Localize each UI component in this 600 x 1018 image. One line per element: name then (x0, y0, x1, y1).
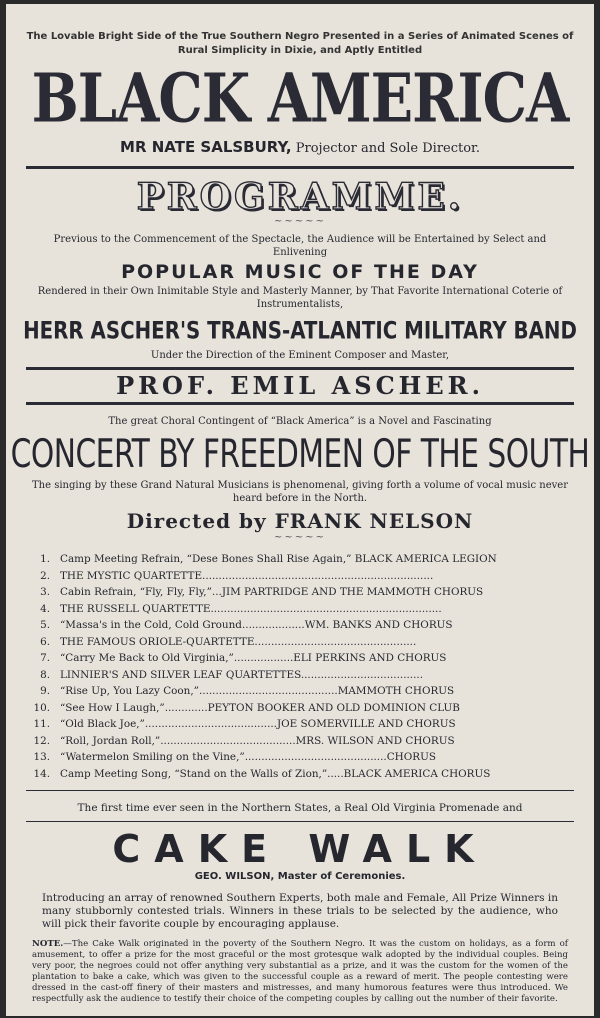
list-item (26, 700, 570, 717)
popular-music-heading: POPULAR MUSIC OF THE DAY (121, 261, 479, 283)
note-paragraph (32, 939, 568, 1005)
divider (26, 821, 574, 822)
list-item (26, 634, 570, 651)
list-item (26, 601, 570, 618)
under-direction-text: Under the Direction of the Eminent Composer and Master, (150, 350, 450, 361)
item-text: THE MYSTIC QUARTETTE...................................................................... (60, 569, 434, 582)
rendered-text: Rendered in their Own Inimitable Style and Masterly Manner, by That Favorite International Coterie of Instrumentalists, (37, 286, 563, 310)
divider (26, 367, 574, 370)
list-item (26, 749, 570, 766)
list-item (26, 733, 570, 750)
item-number: 8. (40, 668, 50, 681)
list-item (26, 716, 570, 733)
divider (26, 166, 574, 169)
item-number: 9. (40, 685, 50, 697)
item-text: LINNIER'S AND SILVER LEAF QUARTETTES..................................... (60, 668, 424, 681)
list-item (26, 667, 570, 684)
item-number: 5. (40, 619, 50, 631)
band-name: HERR ASCHER'S TRANS-ATLANTIC MILITARY BAND (23, 317, 577, 346)
item-number: 14. (33, 767, 50, 780)
note-text: —The Cake Walk originated in the poverty of the Southern Negro. It was the custom on holidays, as a form of amusement, to offer a prize for the most graceful or the most grotesque walk adopted by the individual couples. Being very poor, the negroes could not offer anything very substantial as a prize, and it was the custom for the women of the plantation to bake a cake, which was given to the successful couple as a reward of merit. The people contesting were dressed in the cast-off finery of their masters and mistresses, and many humorous features were thus introduced. We respectfully ask the audience to testify their choice of the competing couples by calling out the number of their favorite. (32, 939, 568, 1004)
singing-text: The singing by these Grand Natural Musicians is phenomenal, giving forth a volume of vocal music never heard before in the North. (32, 480, 568, 504)
ornament: ~~~~~ (274, 532, 326, 543)
item-number: 11. (33, 718, 50, 730)
divider (26, 402, 574, 405)
item-text: “Carry Me Back to Old Virginia,”..................ELI PERKINS AND CHORUS (60, 652, 447, 664)
divider (26, 790, 574, 791)
previous-text: Previous to the Commencement of the Spectacle, the Audience will be Entertained by Select and Enlivening (53, 234, 547, 258)
item-text: “Watermelon Smiling on the Vine,”...........................................CHORUS (60, 751, 436, 763)
item-text: Cabin Refrain, “Fly, Fly, Fly,”...JIM PARTRIDGE AND THE MAMMOTH CHORUS (60, 586, 484, 598)
item-number: 13. (33, 751, 50, 763)
cake-walk-intro: Introducing an array of renowned Southern Experts, both male and Female, All Prize Winners in many stubbornly contested trials. Winners in these trials to be selected by the audience, who will pick their favorite couple by encouraging applause. (42, 892, 558, 930)
item-text: Camp Meeting Refrain, “Dese Bones Shall Rise Again,” BLACK AMERICA LEGION (60, 553, 497, 565)
item-number: 10. (33, 701, 50, 714)
intro-text: The Lovable Bright Side of the True Southern Negro Presented in a Series of Animated Scenes of Rural Simplicity in Dixie, and Aptly Entitled (26, 31, 574, 56)
poster-title: BLACK AMERICA (31, 59, 569, 138)
poster (6, 4, 594, 1016)
item-number: 1. (40, 553, 50, 565)
note-label: NOTE. (32, 939, 64, 949)
list-item (26, 766, 570, 783)
item-text: “Roll, Jordan Roll,”.........................................MRS. WILSON AND CHORUS (60, 734, 455, 747)
item-number: 2. (40, 569, 50, 582)
director-name: MR NATE SALSBURY, (120, 138, 292, 156)
list-item (26, 617, 570, 634)
item-number: 6. (40, 635, 50, 648)
master-of-ceremonies: GEO. WILSON, Master of Ceremonies. (194, 871, 406, 882)
ornament: ~~~~~ (274, 216, 326, 227)
item-number: 3. (40, 586, 50, 598)
item-text: THE RUSSELL QUARTETTE...................................................................... (60, 602, 442, 615)
professor-name: PROF. EMIL ASCHER. (116, 371, 484, 400)
list-item (26, 650, 570, 667)
item-text: “Rise Up, You Lazy Coon,”..........................................MAMMOTH CHORUS (60, 685, 455, 697)
director-line (6, 138, 594, 158)
list-item (26, 584, 570, 601)
first-time-text: The first time ever seen in the Northern States, a Real Old Virginia Promenade and (77, 802, 523, 814)
directed-by: Directed by FRANK NELSON (126, 509, 474, 533)
director-role: Projector and Sole Director. (295, 141, 480, 156)
programme-list (26, 551, 570, 782)
list-item (26, 683, 570, 700)
list-item (26, 568, 570, 585)
concert-heading: CONCERT BY FREEDMEN OF THE SOUTH (10, 430, 590, 477)
item-text: “Massa's in the Cold, Cold Ground...................WM. BANKS AND CHORUS (60, 619, 453, 631)
item-text: THE FAMOUS ORIOLE-QUARTETTE................................................. (60, 635, 417, 648)
list-item (26, 551, 570, 568)
choral-intro: The great Choral Contingent of “Black America” is a Novel and Fascinating (108, 416, 492, 427)
item-text: “See How I Laugh,”.............PEYTON BOOKER AND OLD DOMINION CLUB (60, 701, 460, 714)
item-number: 4. (40, 602, 50, 615)
item-number: 12. (33, 734, 50, 747)
item-number: 7. (40, 652, 50, 664)
item-text: Camp Meeting Song, “Stand on the Walls of Zion,”.....BLACK AMERICA CHORUS (60, 767, 491, 780)
cake-walk-heading: CAKE WALK (112, 827, 488, 871)
programme-heading: PROGRAMME. (136, 176, 464, 218)
item-text: “Old Black Joe,”........................................JOE SOMERVILLE AND CHORUS (60, 718, 456, 730)
